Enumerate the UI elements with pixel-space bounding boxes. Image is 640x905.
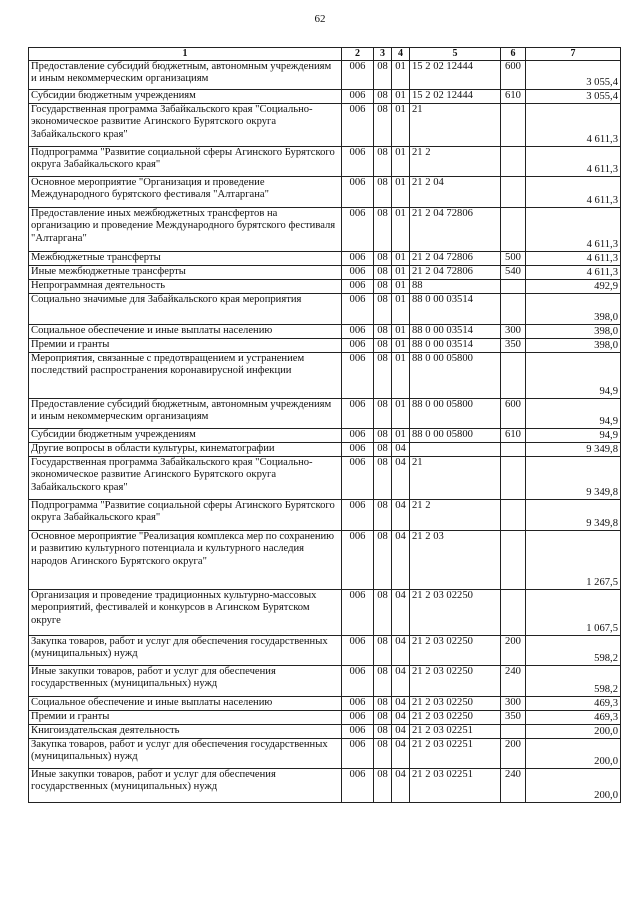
row-section: 08 [374,280,392,294]
header-amount: 7 [526,48,621,61]
row-section: 08 [374,353,392,399]
row-subsection: 01 [392,325,410,339]
table-row [29,61,621,90]
row-amount: 1 267,5 [526,531,621,590]
row-amount: 492,9 [526,280,621,294]
row-subsection: 01 [392,353,410,399]
row-expense-type [501,280,526,294]
row-grbs-code: 006 [342,280,374,294]
row-section: 08 [374,61,392,90]
table-row [29,443,621,457]
row-target-article: 21 2 04 72806 [410,208,501,252]
row-expense-type [501,725,526,739]
row-section: 08 [374,104,392,147]
table-row [29,531,621,590]
row-subsection: 04 [392,697,410,711]
table-row [29,711,621,725]
row-name: Государственная программа Забайкальского края "Социально-экономическое развитие Агинского Бурятского округа Забайкальского края" [29,457,342,500]
table-row [29,725,621,739]
row-target-article: 88 [410,280,501,294]
row-section: 08 [374,399,392,429]
row-target-article: 15 2 02 12444 [410,90,501,104]
row-name: Другие вопросы в области культуры, кинематографии [29,443,342,457]
row-expense-type: 600 [501,399,526,429]
row-subsection: 04 [392,739,410,769]
row-name: Основное мероприятие "Реализация комплекса мер по сохранению и развитию культурного потенциала и культурного наследия народов Агинского Бурятского округа" [29,531,342,590]
page-number: 62 [314,13,326,25]
row-name: Социальное обеспечение и иные выплаты населению [29,697,342,711]
row-expense-type: 350 [501,339,526,353]
row-amount: 4 611,3 [526,266,621,280]
row-subsection: 01 [392,90,410,104]
table-row [29,294,621,325]
row-subsection: 04 [392,666,410,697]
table-row [29,325,621,339]
row-amount: 598,2 [526,636,621,666]
row-amount: 9 349,8 [526,443,621,457]
row-target-article: 21 2 03 02250 [410,666,501,697]
row-grbs-code: 006 [342,252,374,266]
row-expense-type: 540 [501,266,526,280]
row-subsection: 01 [392,266,410,280]
row-name: Организация и проведение традиционных культурно-массовых мероприятий, фестивалей и конкурсов в Агинском Бурятском округе [29,590,342,636]
row-grbs-code: 006 [342,725,374,739]
row-amount: 200,0 [526,769,621,803]
row-name: Социально значимые для Забайкальского края мероприятия [29,294,342,325]
row-section: 08 [374,339,392,353]
row-name: Подпрограмма "Развитие социальной сферы Агинского Бурятского округа Забайкальского края" [29,500,342,531]
row-grbs-code: 006 [342,769,374,803]
row-section: 08 [374,266,392,280]
row-target-article: 21 2 [410,147,501,177]
row-subsection: 01 [392,294,410,325]
row-amount: 3 055,4 [526,90,621,104]
row-name: Предоставление субсидий бюджетным, автономным учреждениям и иным некоммерческим организациям [29,61,342,90]
row-name: Непрограммная деятельность [29,280,342,294]
row-section: 08 [374,739,392,769]
header-name: 1 [29,48,342,61]
table-row [29,739,621,769]
row-amount: 4 611,3 [526,104,621,147]
row-name: Премии и гранты [29,711,342,725]
table-row [29,500,621,531]
table-row [29,90,621,104]
table-row [29,339,621,353]
row-section: 08 [374,294,392,325]
row-name: Предоставление иных межбюджетных трансфертов на организацию и проведение Международного бурятского фестиваля "Алтаргана" [29,208,342,252]
row-expense-type: 300 [501,325,526,339]
row-amount: 94,9 [526,399,621,429]
row-amount: 598,2 [526,666,621,697]
table-row [29,266,621,280]
row-name: Мероприятия, связанные с предотвращением и устранением последствий распространения коронавирусной инфекции [29,353,342,399]
row-section: 08 [374,769,392,803]
header-grbs: 2 [342,48,374,61]
row-expense-type [501,104,526,147]
row-expense-type [501,294,526,325]
table-row [29,697,621,711]
row-expense-type [501,443,526,457]
row-name: Иные закупки товаров, работ и услуг для обеспечения государственных (муниципальных) нужд [29,769,342,803]
row-amount: 469,3 [526,697,621,711]
row-amount: 398,0 [526,294,621,325]
row-section: 08 [374,590,392,636]
row-subsection: 01 [392,339,410,353]
row-grbs-code: 006 [342,325,374,339]
row-name: Подпрограмма "Развитие социальной сферы Агинского Бурятского округа Забайкальского края" [29,147,342,177]
row-section: 08 [374,636,392,666]
row-subsection: 01 [392,399,410,429]
row-grbs-code: 006 [342,61,374,90]
row-name: Субсидии бюджетным учреждениям [29,90,342,104]
row-expense-type [501,177,526,208]
row-grbs-code: 006 [342,266,374,280]
row-amount: 200,0 [526,725,621,739]
row-target-article: 88 0 00 03514 [410,294,501,325]
header-subsection: 4 [392,48,410,61]
row-target-article: 21 2 [410,500,501,531]
row-target-article [410,443,501,457]
row-grbs-code: 006 [342,429,374,443]
row-name: Субсидии бюджетным учреждениям [29,429,342,443]
row-target-article: 88 0 00 05800 [410,429,501,443]
header-target-article: 5 [410,48,501,61]
row-subsection: 01 [392,177,410,208]
row-subsection: 04 [392,636,410,666]
table-header-row [29,48,621,61]
row-grbs-code: 006 [342,443,374,457]
row-expense-type: 200 [501,636,526,666]
row-target-article: 21 2 03 02250 [410,590,501,636]
row-amount: 4 611,3 [526,208,621,252]
row-grbs-code: 006 [342,636,374,666]
row-target-article: 21 2 03 02250 [410,711,501,725]
row-expense-type: 350 [501,711,526,725]
row-amount: 94,9 [526,353,621,399]
row-name: Межбюджетные трансферты [29,252,342,266]
row-name: Иные закупки товаров, работ и услуг для обеспечения государственных (муниципальных) нужд [29,666,342,697]
table-row [29,590,621,636]
row-section: 08 [374,429,392,443]
row-section: 08 [374,208,392,252]
row-grbs-code: 006 [342,104,374,147]
row-amount: 94,9 [526,429,621,443]
budget-table [28,47,621,803]
row-name: Социальное обеспечение и иные выплаты населению [29,325,342,339]
row-target-article: 21 2 04 72806 [410,252,501,266]
row-subsection: 01 [392,61,410,90]
row-subsection: 01 [392,252,410,266]
row-amount: 1 067,5 [526,590,621,636]
row-expense-type [501,208,526,252]
row-target-article: 21 2 03 02250 [410,697,501,711]
row-expense-type [501,590,526,636]
row-grbs-code: 006 [342,500,374,531]
row-subsection: 04 [392,500,410,531]
table-row [29,769,621,803]
row-amount: 398,0 [526,325,621,339]
row-expense-type [501,457,526,500]
row-grbs-code: 006 [342,339,374,353]
row-name: Основное мероприятие "Организация и проведение Международного бурятского фестиваля "Алтаргана" [29,177,342,208]
row-target-article: 21 2 03 02251 [410,769,501,803]
table-row [29,457,621,500]
table-row [29,147,621,177]
row-target-article: 21 2 03 02251 [410,725,501,739]
row-amount: 398,0 [526,339,621,353]
row-expense-type [501,147,526,177]
table-row [29,104,621,147]
row-subsection: 01 [392,104,410,147]
row-expense-type: 240 [501,666,526,697]
row-subsection: 01 [392,208,410,252]
row-section: 08 [374,457,392,500]
header-section: 3 [374,48,392,61]
row-section: 08 [374,711,392,725]
row-target-article: 88 0 00 05800 [410,399,501,429]
table-row [29,252,621,266]
row-target-article: 21 2 03 [410,531,501,590]
table-row [29,636,621,666]
row-amount: 3 055,4 [526,61,621,90]
table-row [29,399,621,429]
row-name: Предоставление субсидий бюджетным, автономным учреждениям и иным некоммерческим организациям [29,399,342,429]
header-expense-type: 6 [501,48,526,61]
row-expense-type [501,531,526,590]
row-grbs-code: 006 [342,711,374,725]
table-row [29,666,621,697]
row-expense-type: 240 [501,769,526,803]
row-subsection: 04 [392,590,410,636]
row-expense-type: 600 [501,61,526,90]
row-target-article: 21 2 03 02251 [410,739,501,769]
row-grbs-code: 006 [342,177,374,208]
row-grbs-code: 006 [342,294,374,325]
row-target-article: 21 [410,457,501,500]
row-name: Премии и гранты [29,339,342,353]
row-grbs-code: 006 [342,666,374,697]
row-amount: 469,3 [526,711,621,725]
row-expense-type [501,353,526,399]
row-expense-type: 610 [501,90,526,104]
row-section: 08 [374,500,392,531]
row-name: Государственная программа Забайкальского края "Социально-экономическое развитие Агинского Бурятского округа Забайкальского края" [29,104,342,147]
row-grbs-code: 006 [342,208,374,252]
row-grbs-code: 006 [342,739,374,769]
row-section: 08 [374,177,392,208]
row-grbs-code: 006 [342,90,374,104]
row-amount: 4 611,3 [526,147,621,177]
row-target-article: 21 2 04 72806 [410,266,501,280]
row-grbs-code: 006 [342,457,374,500]
row-subsection: 04 [392,725,410,739]
row-amount: 9 349,8 [526,457,621,500]
row-subsection: 01 [392,147,410,177]
row-amount: 9 349,8 [526,500,621,531]
row-grbs-code: 006 [342,147,374,177]
row-name: Закупка товаров, работ и услуг для обеспечения государственных (муниципальных) нужд [29,636,342,666]
row-name: Книгоиздательская деятельность [29,725,342,739]
row-section: 08 [374,90,392,104]
row-amount: 4 611,3 [526,252,621,266]
row-target-article: 21 2 04 [410,177,501,208]
row-expense-type [501,500,526,531]
row-grbs-code: 006 [342,353,374,399]
row-name: Закупка товаров, работ и услуг для обеспечения государственных (муниципальных) нужд [29,739,342,769]
row-subsection: 01 [392,280,410,294]
row-name: Иные межбюджетные трансферты [29,266,342,280]
row-subsection: 04 [392,531,410,590]
row-grbs-code: 006 [342,399,374,429]
row-section: 08 [374,147,392,177]
row-subsection: 04 [392,457,410,500]
row-target-article: 15 2 02 12444 [410,61,501,90]
row-target-article: 88 0 00 03514 [410,325,501,339]
row-section: 08 [374,531,392,590]
row-grbs-code: 006 [342,590,374,636]
row-expense-type: 610 [501,429,526,443]
table-row [29,280,621,294]
row-section: 08 [374,666,392,697]
row-subsection: 04 [392,443,410,457]
table-row [29,177,621,208]
row-subsection: 04 [392,769,410,803]
row-grbs-code: 006 [342,697,374,711]
row-section: 08 [374,697,392,711]
row-target-article: 88 0 00 05800 [410,353,501,399]
table-row [29,208,621,252]
row-target-article: 88 0 00 03514 [410,339,501,353]
row-grbs-code: 006 [342,531,374,590]
table-row [29,429,621,443]
row-target-article: 21 2 03 02250 [410,636,501,666]
row-subsection: 01 [392,429,410,443]
row-expense-type: 300 [501,697,526,711]
row-amount: 200,0 [526,739,621,769]
row-section: 08 [374,252,392,266]
row-section: 08 [374,725,392,739]
table-row [29,353,621,399]
row-expense-type: 500 [501,252,526,266]
row-section: 08 [374,443,392,457]
row-amount: 4 611,3 [526,177,621,208]
row-expense-type: 200 [501,739,526,769]
row-subsection: 04 [392,711,410,725]
row-section: 08 [374,325,392,339]
row-target-article: 21 [410,104,501,147]
